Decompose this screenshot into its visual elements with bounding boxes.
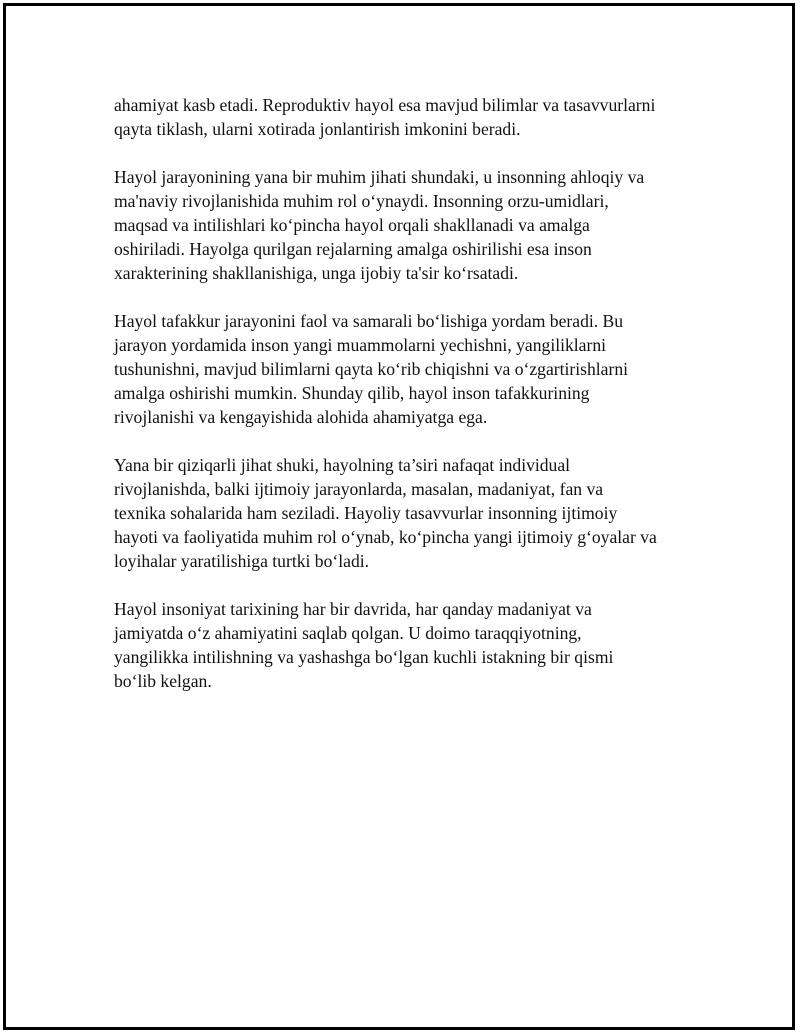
paragraph-3 bbox=[114, 309, 694, 429]
text-line: yangilikka intilishning va yashashga bo‘lgan kuchli istakning bir qismi bbox=[114, 647, 614, 667]
document-body bbox=[114, 93, 694, 717]
text-line: amalga oshirishi mumkin. Shunday qilib, hayol inson tafakkurining bbox=[114, 383, 590, 403]
text-line: tushunishni, mavjud bilimlarni qayta ko‘rib chiqishni va o‘zgartirishlarni bbox=[114, 359, 629, 379]
text-line: jarayon yordamida inson yangi muammolarni yechishni, yangiliklarni bbox=[114, 335, 607, 355]
text-line: maqsad va intilishlari ko‘pincha hayol orqali shakllanadi va amalga bbox=[114, 215, 590, 235]
text-line: loyihalar yaratilishiga turtki bo‘ladi. bbox=[114, 551, 370, 571]
paragraph-2 bbox=[114, 165, 694, 285]
text-line: rivojlanishi va kengayishida alohida ahamiyatga ega. bbox=[114, 407, 488, 427]
text-line: bo‘lib kelgan. bbox=[114, 671, 212, 691]
text-line: oshiriladi. Hayolga qurilgan rejalarning amalga oshirilishi esa inson bbox=[114, 239, 592, 259]
text-line: texnika sohalarida ham seziladi. Hayoliy tasavvurlar insonning ijtimoiy bbox=[114, 503, 618, 523]
paragraph-1 bbox=[114, 93, 694, 141]
text-line: xarakterining shakllanishiga, unga ijobiy ta'sir ko‘rsatadi. bbox=[114, 263, 519, 283]
text-line: Yana bir qiziqarli jihat shuki, hayolning ta’siri nafaqat individual bbox=[114, 455, 571, 475]
text-line: ahamiyat kasb etadi. Reproduktiv hayol esa mavjud bilimlar va tasavvurlarni bbox=[114, 95, 656, 115]
text-line: Hayol insoniyat tarixining har bir davrida, har qanday madaniyat va bbox=[114, 599, 592, 619]
paragraph-5 bbox=[114, 597, 694, 693]
paragraph-4 bbox=[114, 453, 694, 573]
text-line: jamiyatda o‘z ahamiyatini saqlab qolgan. U doimo taraqqiyotning, bbox=[114, 623, 582, 643]
text-line: Hayol tafakkur jarayonini faol va samarali bo‘lishiga yordam beradi. Bu bbox=[114, 311, 624, 331]
text-line: qayta tiklash, ularni xotirada jonlantirish imkonini beradi. bbox=[114, 119, 521, 139]
text-line: rivojlanishda, balki ijtimoiy jarayonlarda, masalan, madaniyat, fan va bbox=[114, 479, 604, 499]
text-line: Hayol jarayonining yana bir muhim jihati shundaki, u insonning ahloqiy va bbox=[114, 167, 645, 187]
text-line: hayoti va faoliyatida muhim rol o‘ynab, ko‘pincha yangi ijtimoiy g‘oyalar va bbox=[114, 527, 657, 547]
text-line: ma'naviy rivojlanishida muhim rol o‘ynaydi. Insonning orzu-umidlari, bbox=[114, 191, 609, 211]
